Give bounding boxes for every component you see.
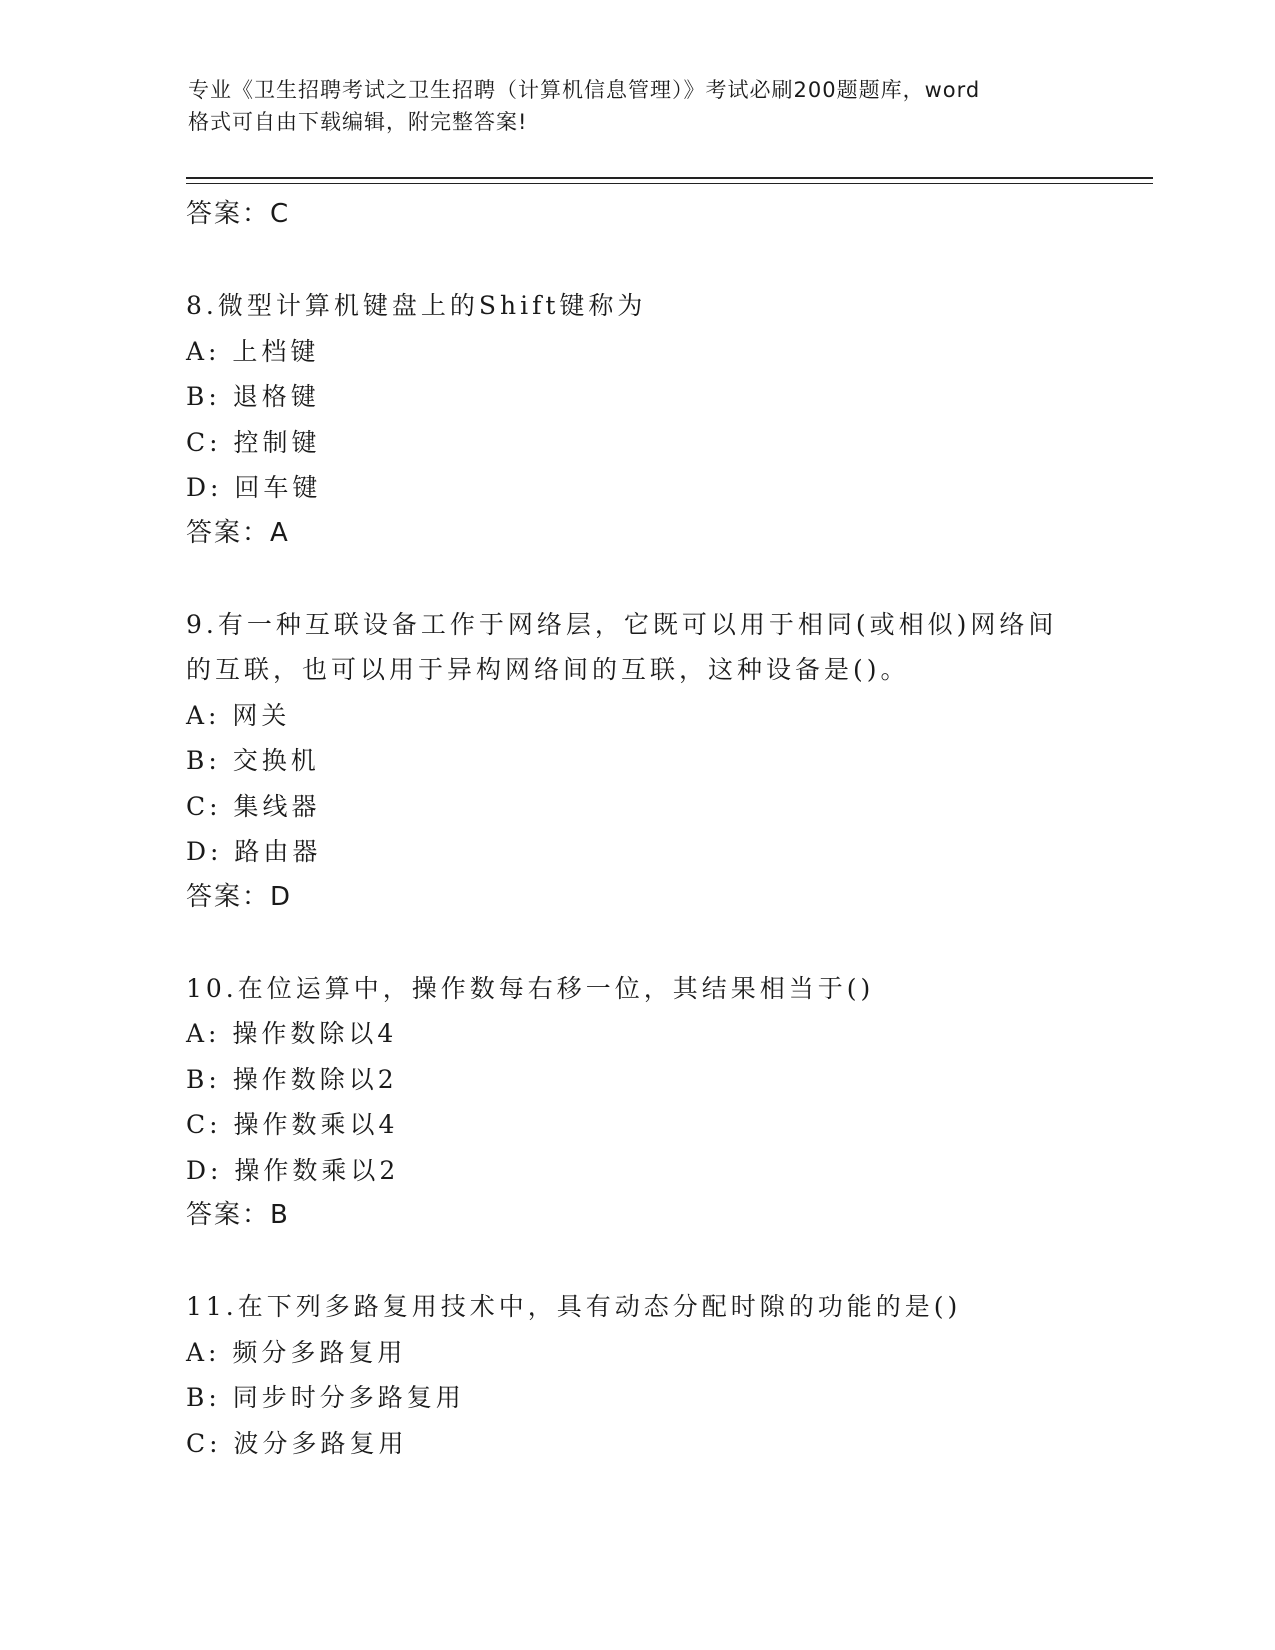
answer-line: 答案：B xyxy=(186,1200,290,1230)
document-header xyxy=(188,74,1088,138)
option-c: C: 集线器 xyxy=(186,791,321,821)
question-list xyxy=(186,192,1086,1466)
block-spacer xyxy=(186,1239,1086,1285)
question-text: 8.微型计算机键盘上的Shift键称为 xyxy=(186,291,647,320)
option-a: A: 频分多路复用 xyxy=(186,1337,407,1367)
option-d: D: 回车键 xyxy=(186,473,322,502)
option-a: A: 操作数除以4 xyxy=(186,1019,398,1048)
option-c: C: 控制键 xyxy=(186,427,321,457)
option-c: C: 操作数乘以4 xyxy=(186,1110,399,1139)
answer-line: 答案：C xyxy=(186,199,291,229)
question-text: 11.在下列多路复用技术中，具有动态分配时隙的功能的是() xyxy=(186,1292,962,1321)
option-d: D: 操作数乘以2 xyxy=(186,1155,400,1185)
header-divider-thin xyxy=(186,183,1153,184)
question-text: 9.有一种互联设备工作于网络层，它既可以用于相同(或相似)网络间 xyxy=(186,609,1058,639)
option-d: D: 路由器 xyxy=(186,837,322,866)
option-b: B: 操作数除以2 xyxy=(186,1064,398,1094)
header-divider-thick xyxy=(186,177,1153,179)
question-block xyxy=(186,1284,1086,1466)
header-title-line-2: 格式可自由下载编辑，附完整答案! xyxy=(188,110,528,134)
question-text: 10.在位运算中，操作数每右移一位，其结果相当于() xyxy=(186,973,875,1003)
option-a: A: 上档键 xyxy=(186,336,320,366)
answer-line: 答案：D xyxy=(186,881,293,912)
header-title-line-1: 专业《卫生招聘考试之卫生招聘（计算机信息管理）》考试必刷200题题库，word xyxy=(188,78,981,102)
question-text-continued: 的互联，也可以用于异构网络间的互联，这种设备是()。 xyxy=(186,655,910,684)
block-spacer xyxy=(186,238,1086,284)
option-b: B: 同步时分多路复用 xyxy=(186,1383,465,1412)
option-a: A: 网关 xyxy=(186,700,291,730)
option-b: B: 退格键 xyxy=(186,382,320,411)
question-block xyxy=(186,283,1086,556)
block-spacer xyxy=(186,556,1086,602)
question-block xyxy=(186,192,1086,238)
option-b: B: 交换机 xyxy=(186,746,320,775)
question-block xyxy=(186,602,1086,921)
option-c: C: 波分多路复用 xyxy=(186,1428,408,1458)
answer-line: 答案：A xyxy=(186,517,290,548)
question-block xyxy=(186,966,1086,1239)
block-spacer xyxy=(186,920,1086,966)
